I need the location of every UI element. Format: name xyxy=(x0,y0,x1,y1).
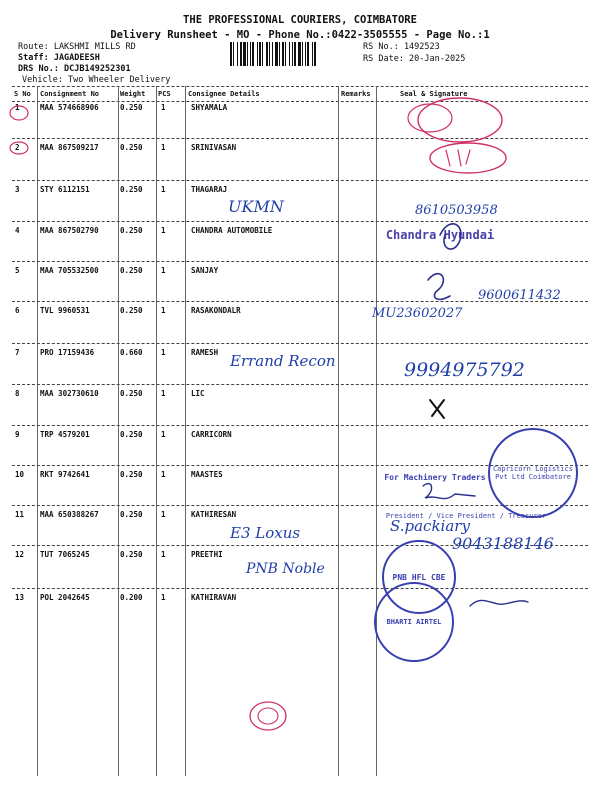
cell-consignee: THAGARAJ xyxy=(191,185,228,194)
cell-sno: 6 xyxy=(15,306,20,315)
cell-sno: 11 xyxy=(15,510,25,519)
cell-sno: 13 xyxy=(15,593,25,602)
blue-signature xyxy=(440,224,461,249)
red-circle-mark xyxy=(10,142,28,154)
cell-consignment: PRO 17159436 xyxy=(40,348,95,357)
cell-pcs: 1 xyxy=(161,226,166,235)
cell-consignment: MAA 867509217 xyxy=(40,143,99,152)
cell-pcs: 1 xyxy=(161,103,166,112)
cell-consignment: TVL 9960531 xyxy=(40,306,90,315)
handwritten-phone: 9600611432 xyxy=(478,288,561,303)
cell-sno: 9 xyxy=(15,430,20,439)
column-header-seal: Seal & Signature xyxy=(400,90,468,98)
cell-consignment: TRP 4579201 xyxy=(40,430,90,439)
cell-consignee: KATHIRESAN xyxy=(191,510,237,519)
cell-weight: 0.250 xyxy=(120,510,143,519)
cell-consignee: RASAKONDALR xyxy=(191,306,241,315)
cell-pcs: 1 xyxy=(161,348,166,357)
cell-consignment: MAA 705532500 xyxy=(40,266,99,275)
column-header-pcs: PCS xyxy=(158,90,171,98)
chandra-stamp: Chandra Hyundai xyxy=(385,228,495,242)
cell-consignment: MAA 867502790 xyxy=(40,226,99,235)
handwritten-signature: S.packiary xyxy=(390,517,470,535)
cell-pcs: 1 xyxy=(161,143,166,152)
cell-sno: 7 xyxy=(15,348,20,357)
cell-sno: 5 xyxy=(15,266,20,275)
cell-sno: 1 xyxy=(15,103,20,112)
cell-sno: 8 xyxy=(15,389,20,398)
column-header-consignee: Consignee Details xyxy=(188,90,260,98)
pnb-stamp: PNB HFL CBE xyxy=(382,540,456,614)
cell-pcs: 1 xyxy=(161,593,166,602)
bharti-stamp: BHARTI AIRTEL xyxy=(374,582,454,662)
machinery-stamp: For Machinery Traders xyxy=(384,472,486,482)
cell-weight: 0.200 xyxy=(120,593,143,602)
drs-label: DRS No.: DCJB149252301 xyxy=(18,64,131,74)
cell-sno: 10 xyxy=(15,470,25,479)
cell-pcs: 1 xyxy=(161,470,166,479)
cell-consignment: STY 6112151 xyxy=(40,185,90,194)
cell-weight: 0.250 xyxy=(120,430,143,439)
cell-weight: 0.250 xyxy=(120,550,143,559)
cell-consignment: MAA 650388267 xyxy=(40,510,99,519)
cell-consignee: CHANDRA AUTOMOBILE xyxy=(191,226,273,235)
cell-weight: 0.250 xyxy=(120,306,143,315)
cell-weight: 0.250 xyxy=(120,185,143,194)
cell-consignee: MAASTES xyxy=(191,470,223,479)
cell-pcs: 1 xyxy=(161,550,166,559)
vehicle-label: Vehicle: Two Wheeler Delivery xyxy=(22,75,171,85)
black-signature xyxy=(430,400,444,418)
cell-consignment: MAA 302730610 xyxy=(40,389,99,398)
handwritten-remark: E3 Loxus xyxy=(230,524,301,542)
staff-label: Staff: JAGADEESH xyxy=(18,53,100,63)
handwritten-phone: 8610503958 xyxy=(415,203,498,218)
cell-consignee: CARRICORN xyxy=(191,430,232,439)
cell-pcs: 1 xyxy=(161,510,166,519)
cell-sno: 4 xyxy=(15,226,20,235)
president-stamp: President / Vice President / Treasurer xyxy=(385,512,547,520)
handwritten-phone: 9043188146 xyxy=(452,534,554,553)
handwritten-remark: UKMN xyxy=(228,197,284,216)
cell-consignee: PREETHI xyxy=(191,550,223,559)
cell-consignee: SHYAMALA xyxy=(191,103,228,112)
cell-consignee: SRINIVASAN xyxy=(191,143,237,152)
rs-number: RS No.: 1492523 xyxy=(363,42,440,52)
cell-weight: 0.250 xyxy=(120,389,143,398)
handwritten-phone: 9994975792 xyxy=(404,359,525,381)
rs-date: RS Date: 20-Jan-2025 xyxy=(363,54,466,64)
cell-weight: 0.250 xyxy=(120,226,143,235)
cell-pcs: 1 xyxy=(161,185,166,194)
cell-weight: 0.250 xyxy=(120,470,143,479)
cell-pcs: 1 xyxy=(161,430,166,439)
cell-consignment: POL 2042645 xyxy=(40,593,90,602)
column-header-consignment: Consignment No xyxy=(40,90,100,98)
cell-consignment: RKT 9742641 xyxy=(40,470,90,479)
column-header-remarks: Remarks xyxy=(341,90,371,98)
handwritten-note: MU23602027 xyxy=(372,306,463,321)
cell-consignee: RAMESH xyxy=(191,348,219,357)
blue-signature xyxy=(423,484,475,499)
cell-weight: 0.250 xyxy=(120,103,143,112)
red-circle-mark xyxy=(250,702,286,730)
cell-weight: 0.250 xyxy=(120,266,143,275)
red-signature xyxy=(408,104,452,132)
cell-consignment: TUT 7065245 xyxy=(40,550,90,559)
blue-signature xyxy=(470,600,528,606)
cell-consignee: SANJAY xyxy=(191,266,219,275)
capricorn-stamp: Capricorn Logistics Pvt Ltd Coimbatore xyxy=(488,428,578,518)
page-title: THE PROFESSIONAL COURIERS, COIMBATORE xyxy=(183,14,417,26)
cell-weight: 0.660 xyxy=(120,348,143,357)
page-subtitle: Delivery Runsheet - MO - Phone No.:0422-3505555 - Page No.:1 xyxy=(110,29,490,41)
handwritten-remark: PNB Noble xyxy=(246,561,325,577)
cell-sno: 2 xyxy=(15,143,20,152)
blue-signature xyxy=(428,274,450,300)
cell-consignee: KATHIRAVAN xyxy=(191,593,237,602)
cell-pcs: 1 xyxy=(161,306,166,315)
cell-consignment: MAA 574668906 xyxy=(40,103,99,112)
handwritten-remark: Errand Recon xyxy=(230,352,336,370)
cell-weight: 0.250 xyxy=(120,143,143,152)
cell-consignee: LIC xyxy=(191,389,205,398)
column-header-weight: Weight xyxy=(120,90,146,98)
red-circle-mark xyxy=(10,106,28,120)
cell-sno: 12 xyxy=(15,550,25,559)
cell-pcs: 1 xyxy=(161,389,166,398)
cell-sno: 3 xyxy=(15,185,20,194)
column-header-sno: S No xyxy=(14,90,31,98)
route-label: Route: LAKSHMI MILLS RD xyxy=(18,42,136,52)
cell-pcs: 1 xyxy=(161,266,166,275)
